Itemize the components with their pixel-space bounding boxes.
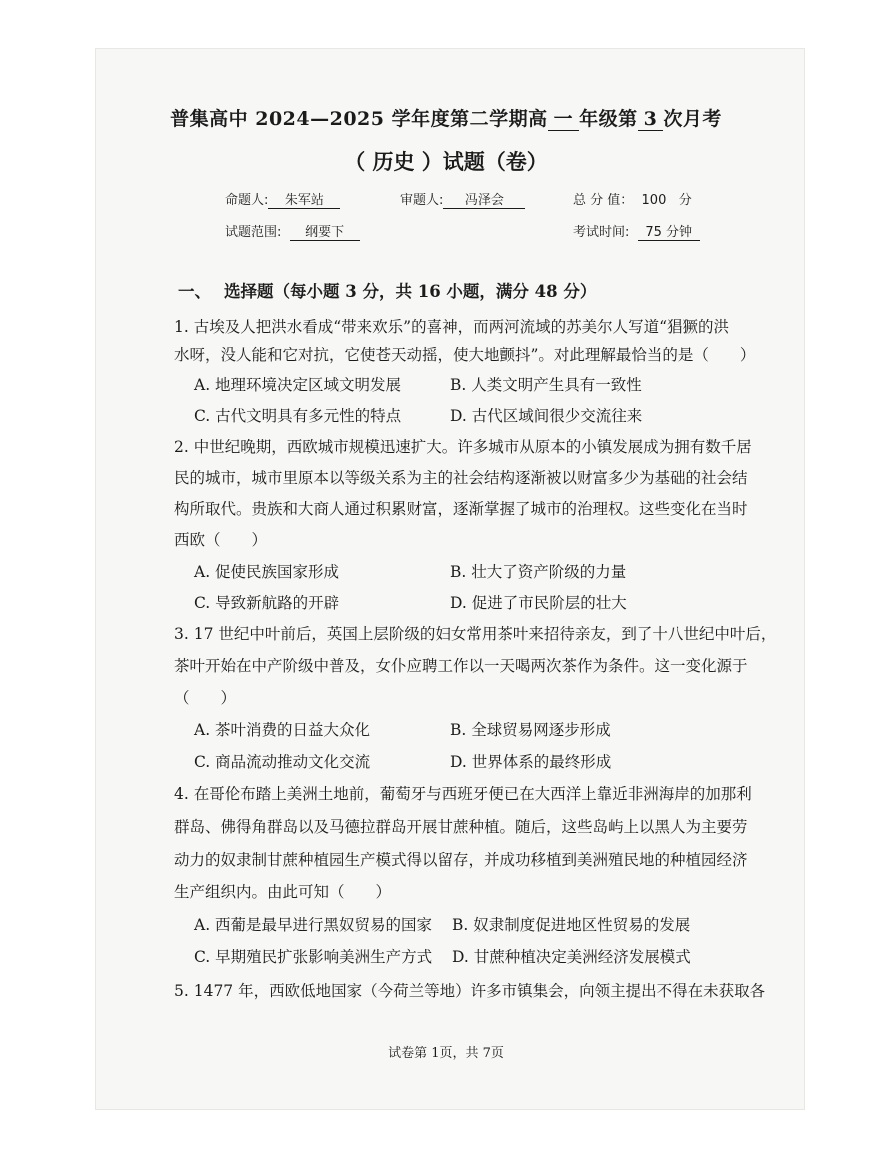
- question-3-line-3: （ ）: [174, 689, 237, 707]
- question-1-line-2: 水呀，没人能和它对抗，它使苍天动摇，使大地颤抖”。对此理解最恰当的是（ ）: [174, 346, 756, 364]
- question-1-line-1: 1. 古埃及人把洪水看成“带来欢乐”的喜神，而两河流域的苏美尔人写道“猖獗的洪: [174, 318, 729, 336]
- exam-title: 普集高中 2024—2025 学年度第二学期高 一 年级第 3 次月考: [170, 108, 722, 130]
- question-3-option-a[interactable]: A. 茶叶消费的日益大众化: [194, 721, 371, 739]
- exam-number-blank: 3: [638, 110, 664, 131]
- question-3-option-b[interactable]: B. 全球贸易网逐步形成: [450, 721, 611, 739]
- question-4-option-c[interactable]: C. 早期殖民扩张影响美洲生产方式: [194, 948, 433, 966]
- question-2-line-4: 西欧（ ）: [174, 531, 268, 549]
- question-3-option-d[interactable]: D. 世界体系的最终形成: [450, 753, 612, 771]
- total-score-value: 100: [641, 193, 667, 208]
- exam-subtitle: （ 历史 ）试题（卷）: [344, 149, 548, 174]
- question-2-line-1: 2. 中世纪晚期，西欧城市规模迅速扩大。许多城市从原本的小镇发展成为拥有数千居: [174, 438, 752, 456]
- question-4-option-b[interactable]: B. 奴隶制度促进地区性贸易的发展: [452, 916, 691, 934]
- section-heading: 一、 选择题（每小题 3 分，共 16 小题，满分 48 分）: [178, 282, 597, 301]
- grade-blank: 一: [548, 110, 580, 131]
- question-1-option-b[interactable]: B. 人类文明产生具有一致性: [450, 376, 642, 394]
- question-1-option-d[interactable]: D. 古代区域间很少交流往来: [450, 407, 643, 425]
- question-2-option-d[interactable]: D. 促进了市民阶层的壮大: [450, 594, 627, 612]
- question-4-option-d[interactable]: D. 甘蔗种植决定美洲经济发展模式: [452, 948, 691, 966]
- question-1-option-c[interactable]: C. 古代文明具有多元性的特点: [194, 407, 402, 425]
- total-score-field: 总 分 值： 100 分: [573, 193, 692, 208]
- question-4-line-4: 生产组织内。由此可知（ ）: [174, 883, 392, 901]
- question-4-line-2: 群岛、佛得角群岛以及马德拉群岛开展甘蔗种植。随后，这些岛屿上以黑人为主要劳: [174, 818, 748, 836]
- exam-time-field: 考试时间: 75 分钟: [573, 221, 700, 241]
- question-4-line-1: 4. 在哥伦布踏上美洲土地前，葡萄牙与西班牙便已在大西洋上靠近非洲海岸的加那利: [174, 785, 752, 803]
- page-footer: 试卷第 1页，共 7页: [388, 1046, 504, 1061]
- exam-time-value: 75 分钟: [638, 226, 700, 241]
- setter-field: 命题人: 朱军站: [225, 189, 340, 209]
- question-2-option-a[interactable]: A. 促使民族国家形成: [194, 563, 340, 581]
- question-1-option-a[interactable]: A. 地理环境决定区域文明发展: [194, 376, 402, 394]
- scope-field: 试题范围: 纲要下: [225, 221, 360, 241]
- reviewer-field: 审题人: 冯泽会: [400, 189, 525, 209]
- question-4-line-3: 动力的奴隶制甘蔗种植园生产模式得以留存，并成功移植到美洲殖民地的种植园经济: [174, 851, 748, 869]
- question-2-option-b[interactable]: B. 壮大了资产阶级的力量: [450, 563, 627, 581]
- scope-value: 纲要下: [290, 226, 360, 241]
- question-2-line-3: 构所取代。贵族和大商人通过积累财富，逐渐掌握了城市的治理权。这些变化在当时: [174, 500, 748, 518]
- reviewer-value: 冯泽会: [443, 194, 525, 209]
- setter-value: 朱军站: [268, 194, 340, 209]
- question-2-option-c[interactable]: C. 导致新航路的开辟: [194, 594, 340, 612]
- question-2-line-2: 民的城市，城市里原本以等级关系为主的社会结构逐渐被以财富多少为基础的社会结: [174, 469, 748, 487]
- question-3-option-c[interactable]: C. 商品流动推动文化交流: [194, 753, 371, 771]
- question-3-line-2: 茶叶开始在中产阶级中普及，女仆应聘工作以一天喝两次茶作为条件。这一变化源于: [174, 657, 748, 675]
- question-3-line-1: 3. 17 世纪中叶前后，英国上层阶级的妇女常用茶叶来招待亲友，到了十八世纪中叶后，: [174, 625, 777, 643]
- question-4-option-a[interactable]: A. 西葡是最早进行黑奴贸易的国家: [194, 916, 433, 934]
- question-5-line-1: 5. 1477 年，西欧低地国家（今荷兰等地）许多市镇集会，向领主提出不得在未获取各: [174, 982, 766, 1000]
